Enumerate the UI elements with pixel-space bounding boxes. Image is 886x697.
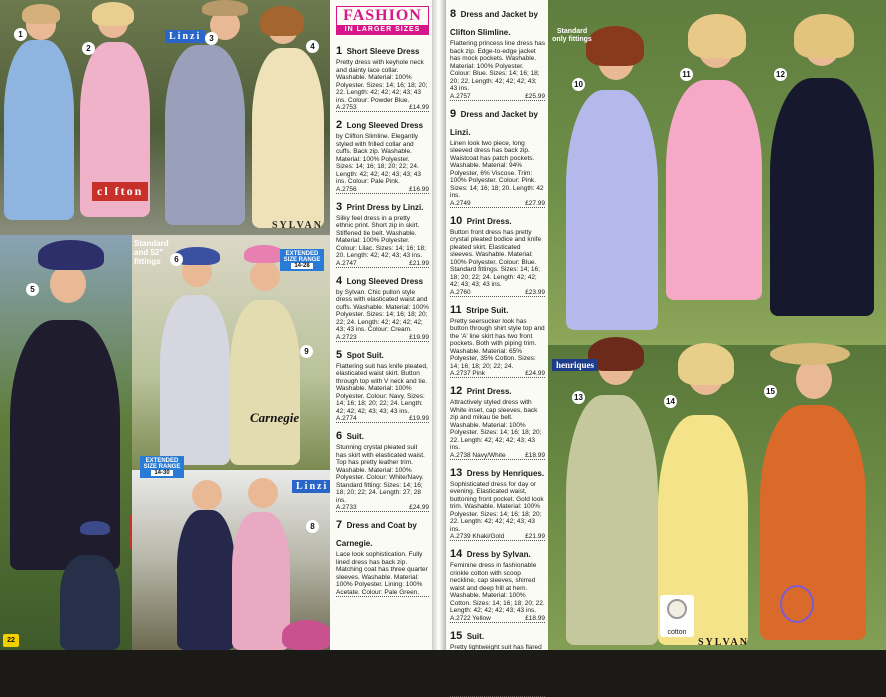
product-price: £21.99: [409, 260, 429, 267]
photo-number-15: 15: [764, 385, 777, 398]
product-code: A.2738 Navy/White: [450, 452, 506, 459]
product-description: Lace look sophistication. Fully lined dress has back zip. Matching coat has three quarter sleeves. Washable. Material: 100% Polyester. Lining: 100% Acetate. Colour: Pale Green.: [336, 551, 429, 596]
product-entry: [450, 381, 545, 460]
product-code: A.2774: [336, 415, 357, 422]
product-entry: [336, 515, 429, 597]
product-description: by Clifton Slimline. Elegantly styled with frilled collar and cuffs. Back zip. Washable. Material: 100% Polyester. Sizes: 14; 16; 18; 20; 22; 24. Length: 42; 42; 42; 43; 43; 43 ins. Colour: Pale Pink.: [336, 133, 429, 186]
product-price-line: [450, 200, 545, 208]
photo-number-8: 8: [306, 520, 319, 533]
photo-number-12: 12: [774, 68, 787, 81]
cotton-flower-icon: [667, 599, 687, 619]
photo-panel-middle-left: [0, 235, 132, 650]
product-price: £14.99: [409, 104, 429, 111]
product-code: A.2723: [336, 334, 357, 341]
product-entry: [450, 300, 545, 379]
product-code: A.2722 Yellow: [450, 615, 491, 622]
brand-carnegie: Carnegie: [250, 410, 299, 426]
photo-panel-middle-center: [132, 235, 330, 470]
product-name: Long Sleeved Dress: [347, 121, 423, 130]
product-price: £21.99: [525, 533, 545, 540]
standard-only-badge: Standard only fittings: [552, 28, 592, 44]
product-entry: [336, 271, 429, 342]
product-price: £24.99: [525, 370, 545, 377]
product-number: 9: [450, 108, 456, 120]
product-description: Flattering suit has knife pleated, elasticated waist skirt. Button through top with V neck and tie. Washable. Material: 100% Polyester. Colour: Navy. Sizes: 14; 16; 18; 20; 22; 24. Length: 42; 42; 42; 43; 43; 43 ins.: [336, 363, 429, 416]
product-number: 1: [336, 45, 342, 57]
product-number: 15: [450, 630, 462, 642]
photo-number-6: 6: [170, 253, 183, 266]
product-number: 11: [450, 304, 462, 316]
model-8-head: [192, 480, 222, 510]
product-price: £18.99: [525, 452, 545, 459]
extended-size-badge-2: [140, 456, 184, 478]
product-price-line: [450, 533, 545, 541]
model-1-figure: [4, 40, 74, 220]
model-4-hair: [260, 6, 304, 36]
model-6-figure: [160, 295, 230, 465]
product-entry: [450, 104, 545, 208]
product-number: 5: [336, 349, 342, 361]
page-number: 22: [3, 634, 19, 647]
standard-fittings-badge: Standard and 52" fittings: [134, 239, 164, 266]
fashion-heading-title: FASHION: [337, 7, 428, 25]
product-name: Dress and Jacket by Clifton Slimline.: [450, 10, 538, 37]
extended-size-badge-1: [280, 249, 324, 271]
product-price: £19.99: [409, 334, 429, 341]
model-13-figure: [566, 395, 658, 645]
photo-number-14: 14: [664, 395, 677, 408]
product-number: 3: [336, 201, 342, 213]
photo-panel-top-right: [548, 0, 886, 345]
product-name: Dress by Henriques.: [467, 469, 544, 478]
product-description: Button front dress has pretty crystal pleated bodice and knife pleated skirt. Elasticated sleeves. Washable. Material: 100% Polyester. Colour: Blue. Standard fittings. Sizes: 14; 16; 18; 20; 22; 24. Length: 42; 42; 42; 43; 43; 43 ins.: [450, 229, 545, 289]
product-number: 7: [336, 519, 342, 531]
product-entry: [336, 41, 429, 112]
product-price-line: [336, 260, 429, 268]
product-price-line: [450, 615, 545, 623]
product-entry: [450, 4, 545, 101]
photo-number-5: 5: [26, 283, 39, 296]
brand-sylvan-1: SYLVAN: [272, 220, 323, 231]
model-12-hair: [794, 14, 854, 58]
model-10-figure: [566, 90, 658, 330]
product-number: 10: [450, 215, 462, 227]
product-price-line: [450, 289, 545, 297]
product-name: Print Dress.: [467, 387, 512, 396]
product-number: 8: [450, 8, 456, 20]
product-list-left: [336, 41, 429, 597]
photo-number-2: 2: [82, 42, 95, 55]
extended-size-badge-1-price: 14-28: [291, 263, 312, 269]
product-code: A.2739 Khaki/Gold: [450, 533, 504, 540]
product-code: A.2760: [450, 289, 471, 296]
product-price-line: [336, 186, 429, 194]
product-price-line: [336, 415, 429, 423]
photo-number-11: 11: [680, 68, 693, 81]
product-price: £16.99: [409, 186, 429, 193]
flower-basket: [282, 620, 332, 650]
product-description: Flattering princess line dress has back zip. Edge-to-edge jacket has mock pockets. Washable. Material: 100% Polyester. Colour: Blue. Sizes: 14; 16; 18; 20; 22. Length: 42; 42; 42; 43; 43 ins.: [450, 40, 545, 93]
product-name: Stripe Suit.: [466, 306, 508, 315]
model-3-hat: [202, 0, 248, 16]
product-code: A.2733: [336, 504, 357, 511]
product-entry: [450, 626, 545, 697]
product-price: £27.99: [525, 200, 545, 207]
model-9-figure: [232, 512, 290, 650]
product-price-line: [450, 452, 545, 460]
page-gutter: [432, 0, 446, 650]
product-description: Sophisticated dress for day or evening. Elasticated waist, buttoning front pocket. Gold look trim. Washable. Material: 100% Polyester. Sizes: 14; 16; 18; 20; 22. Length: 42; 42; 42; 43; 43 ins.: [450, 481, 545, 534]
product-description: Pretty seersucker look has button through shirt style top and the 'A' line skirt has two front pockets. Both with piping trim. Washable. Material: 65% Polyester, 35% Cotton. Sizes: 14; 16; 18; 20; 22; 24.: [450, 318, 545, 371]
photo-panel-bottom-center: [132, 470, 330, 650]
product-code: A.2747: [336, 260, 357, 267]
brand-sylvan-2: SYLVAN: [698, 637, 749, 648]
model-7b-hat: [244, 245, 284, 263]
product-description: Attractively styled dress with White inset, cap sleeves, back zip and mikau tie belt. Washable. Material: 100% Polyester. Sizes: 14; 16; 18; 20; 22. Length: 42; 42; 42; 43; 43 ins.: [450, 399, 545, 452]
catalogue-logo-icon: [780, 585, 814, 623]
model-10-hair: [586, 26, 644, 66]
product-entry: [450, 211, 545, 297]
product-price: £18.99: [525, 615, 545, 622]
product-price-line: [336, 504, 429, 512]
product-code: A.2749: [450, 200, 471, 207]
photo-number-10: 10: [572, 78, 585, 91]
cotton-label: cotton: [667, 629, 686, 636]
product-entry: [336, 426, 429, 512]
brand-henriques: henriques: [552, 359, 598, 371]
product-code: A.2737 Pink: [450, 370, 485, 377]
photo-number-9: 9: [300, 345, 313, 358]
extended-size-badge-1-label: EXTENDED SIZE RANGE: [284, 251, 321, 263]
product-number: 6: [336, 430, 342, 442]
product-code: A.2753: [336, 104, 357, 111]
product-price-line: [336, 334, 429, 342]
product-entry: [450, 544, 545, 623]
product-name: Suit.: [347, 432, 364, 441]
photo-number-1: 1: [14, 28, 27, 41]
fashion-heading: [336, 6, 429, 35]
product-number: 12: [450, 385, 462, 397]
product-price-line: [336, 596, 429, 597]
brand-linzi-1: Linzi: [165, 30, 205, 43]
model-3-figure: [165, 45, 245, 225]
model-7-hat: [80, 521, 110, 535]
product-name: Suit.: [467, 632, 484, 641]
model-1-hair: [22, 4, 60, 24]
model-4-figure: [252, 48, 324, 228]
product-description: Pretty lightweight suit has flared skirt with elasticated waist. Blouson top has elasticated sleeves and tie neckline. Washable. Material: 100% Polyester. Sizes: 14; 16; 18; 20; 22; 24.: [450, 644, 545, 697]
product-description: Feminine dress in fashionable crinkle cotton with scoop neckline, cap sleeves, shirred waist and deep frill at hem. Washable. Material: 100% Cotton. Sizes: 14; 16; 18; 20; 22. Length: 42; 42; 42; 43; 43 ins.: [450, 562, 545, 615]
model-11-figure: [666, 80, 762, 300]
fashion-heading-subtitle: IN LARGER SIZES: [337, 25, 428, 34]
model-8-figure: [177, 510, 235, 650]
model-5-hat: [38, 240, 104, 270]
product-number: 13: [450, 467, 462, 479]
extended-size-badge-2-label: EXTENDED SIZE RANGE: [144, 458, 181, 470]
text-column-left: [330, 0, 432, 650]
model-7b-figure: [230, 300, 300, 465]
photo-number-13: 13: [572, 391, 585, 404]
product-description: Stunning crystal pleated suit has skirt with elasticated waist. Top has pretty leather trim. Washable. Material: 100% Polyester. Colour: White/Navy. Standard fitting: Sizes: 14; 16; 18; 20; 22; 24. Length: 27; 28 ins.: [336, 444, 429, 504]
model-7b-head: [250, 261, 280, 291]
model-5-head: [50, 265, 86, 303]
model-9-head: [248, 478, 278, 508]
photo-panel-bottom-right: [548, 345, 886, 650]
model-14-hair: [678, 343, 734, 385]
model-15-head: [796, 359, 832, 399]
model-15-hat: [770, 343, 850, 365]
product-entry: [336, 345, 429, 424]
product-number: 14: [450, 548, 462, 560]
model-12-figure: [770, 78, 874, 316]
brand-linzi-2: Linzi: [292, 480, 332, 493]
model-11-hair: [688, 14, 746, 58]
product-entry: [336, 115, 429, 194]
product-price-line: [450, 370, 545, 378]
cotton-logo: [660, 595, 694, 637]
text-column-right: [446, 0, 548, 650]
photo-number-4: 4: [306, 40, 319, 53]
product-price-line: [336, 104, 429, 112]
product-number: 2: [336, 119, 342, 131]
photo-number-3: 3: [205, 32, 218, 45]
product-name: Dress by Sylvan.: [467, 550, 531, 559]
product-list-right: [450, 4, 545, 697]
product-price-line: [450, 93, 545, 101]
product-code: A.2757: [450, 93, 471, 100]
product-name: Long Sleeved Dress: [347, 277, 423, 286]
extended-size-badge-2-price: 14-30: [151, 470, 172, 476]
product-name: Short Sleeve Dress: [347, 47, 420, 56]
model-7-figure: [60, 555, 120, 650]
brand-clifton-1: cl fton: [92, 182, 148, 201]
product-description: Silky feel dress in a pretty ethnic print. Short zip in skirt. Stiffened tie belt. Washable. Material: 100% Polyester. Colour: Lilac. Sizes: 14; 16; 18; 20. Length: 42; 42; 43; 43 ins.: [336, 215, 429, 260]
product-code: A.2756: [336, 186, 357, 193]
product-description: Linen look two piece, long sleeved dress has back zip. Waistcoat has patch pockets. Washable. Material: 94% Polyester, 6% Viscose. Trim: 100% Polyester. Colour: Pink. Sizes: 14; 16; 18; 20. Length: 42 ins.: [450, 140, 545, 200]
product-description: Pretty dress with keyhole neck and dainty lace collar. Washable. Material: 100% Polyester. Sizes: 14; 16; 18; 20; 22. Length: 42; 42; 42; 43; 43 ins. Colour: Powder Blue.: [336, 59, 429, 104]
product-name: Dress and Jacket by Linzi.: [450, 110, 538, 137]
photo-panel-top-left: [0, 0, 330, 235]
product-name: Print Dress.: [467, 217, 512, 226]
product-name: Dress and Coat by Carnegie.: [336, 521, 417, 548]
product-entry: [450, 463, 545, 542]
model-2-hair: [92, 2, 134, 26]
product-price: £25.99: [525, 93, 545, 100]
product-entry: [336, 197, 429, 268]
product-price: £19.99: [409, 415, 429, 422]
product-number: 4: [336, 275, 342, 287]
product-price: £24.99: [409, 504, 429, 511]
product-name: Print Dress by Linzi.: [347, 203, 424, 212]
product-description: by Sylvan. Chic pullon style dress with elasticated waist and cuffs. Washable. Material: 100% Polyester. Sizes: 14; 16; 18; 20; 22; 24. Length: 42; 42; 42; 42; 43; 43 ins. Colour: Cream.: [336, 289, 429, 334]
product-name: Spot Suit.: [347, 351, 384, 360]
product-price: £23.99: [525, 289, 545, 296]
